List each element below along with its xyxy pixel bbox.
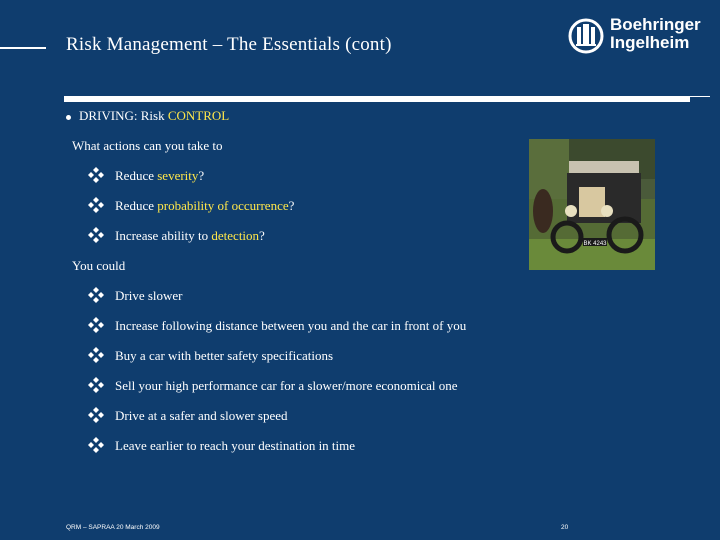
footer-text: QRM – SAPRAA 20 March 2009 — [66, 524, 160, 531]
diamond-bullet-icon — [88, 287, 104, 303]
heading-prefix: DRIVING: Risk — [79, 108, 168, 123]
logo-line-2: Ingelheim — [610, 33, 690, 52]
action-prefix: Reduce — [115, 198, 158, 213]
logo-line-1: Boehringer — [610, 15, 701, 34]
company-logo — [566, 16, 706, 60]
action-item — [115, 198, 294, 214]
could-item: Sell your high performance car for a slower/more economical one — [115, 378, 458, 393]
action-prefix: Increase ability to — [115, 228, 212, 243]
section-heading — [66, 108, 229, 124]
could-label: You could — [72, 258, 126, 273]
diamond-bullet-icon — [88, 317, 104, 333]
vintage-car-image — [529, 139, 655, 270]
logo-wordmark — [610, 16, 701, 52]
vintage-car-photo — [529, 139, 655, 270]
could-item: Drive at a safer and slower speed — [115, 408, 288, 423]
could-item: Increase following distance between you and the car in front of you — [115, 318, 467, 333]
could-item: Drive slower — [115, 288, 183, 303]
page-number: 20 — [561, 524, 569, 531]
diamond-bullet-icon — [88, 197, 104, 213]
car-plate-text: BK 4243 — [583, 241, 607, 247]
could-item: Leave earlier to reach your destination in time — [115, 438, 356, 453]
action-item — [115, 168, 204, 184]
diamond-bullet-icon — [88, 347, 104, 363]
boehringer-logo-icon — [568, 18, 604, 54]
action-highlight: probability of occurrence — [157, 198, 289, 213]
action-suffix: ? — [288, 198, 295, 213]
action-suffix: ? — [198, 168, 205, 183]
slide-title: Risk Management – The Essentials (cont) — [66, 34, 392, 55]
action-highlight: severity — [157, 168, 199, 183]
diamond-bullet-icon — [88, 227, 104, 243]
title-divider-tail — [690, 96, 710, 97]
could-item: Buy a car with better safety specifications — [115, 348, 334, 363]
intro-text: What actions can you take to — [72, 138, 223, 153]
diamond-bullet-icon — [88, 437, 104, 453]
action-suffix: ? — [259, 228, 265, 243]
diamond-bullet-icon — [88, 167, 104, 183]
action-highlight: detection — [211, 228, 260, 243]
heading-highlight: CONTROL — [167, 108, 230, 123]
left-accent-rule — [0, 47, 46, 49]
action-item — [115, 228, 265, 244]
action-prefix: Reduce — [115, 168, 158, 183]
title-divider — [64, 96, 690, 102]
diamond-bullet-icon — [88, 377, 104, 393]
diamond-bullet-icon — [88, 407, 104, 423]
bullet-dot — [66, 115, 71, 120]
